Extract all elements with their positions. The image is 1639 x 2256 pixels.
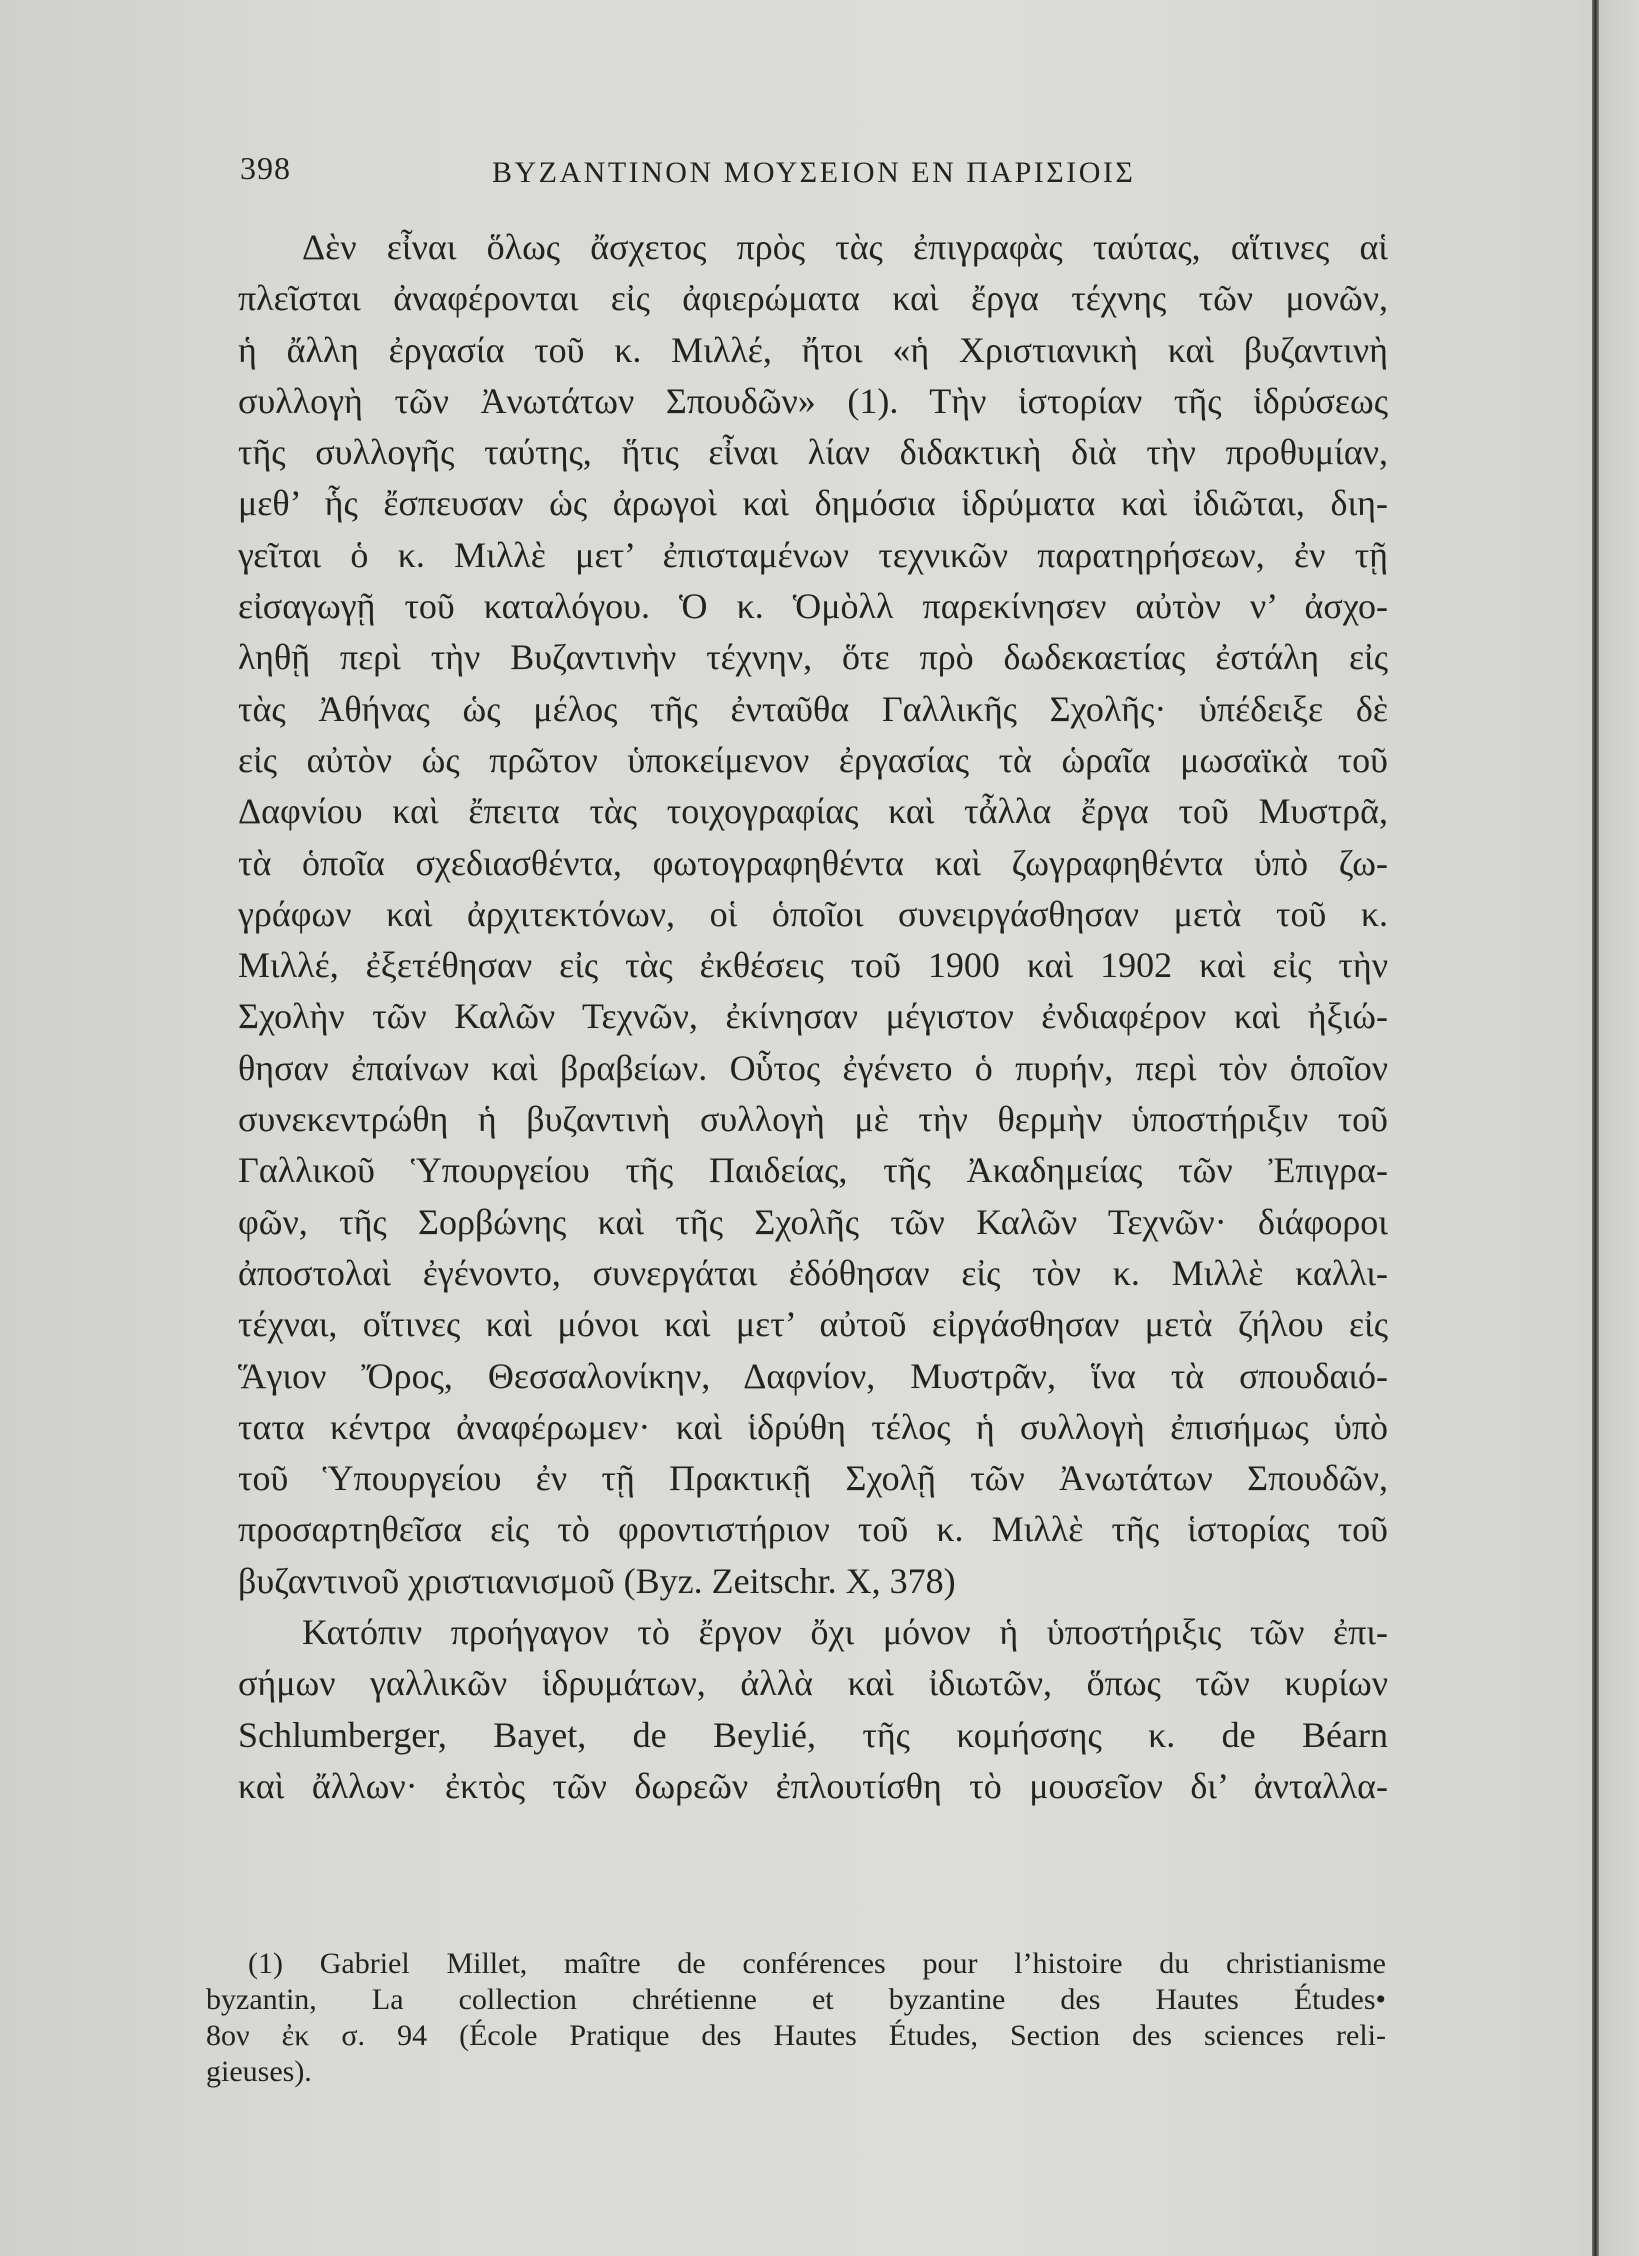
text-line: θησαν ἐπαίνων καὶ βραβείων. Οὗτος ἐγένετο ὁ πυρήν, περὶ τὸν ὁποῖον bbox=[238, 1047, 1388, 1088]
text-line: ἀποστολαὶ ἐγένοντο, συνεργάται ἐδόθησαν εἰς τὸν κ. Μιλλὲ καλλι- bbox=[238, 1252, 1388, 1293]
text-line: τὰς Ἀθήνας ὡς μέλος τῆς ἐνταῦθα Γαλλικῆς Σχολῆς· ὑπέδειξε δὲ bbox=[238, 688, 1388, 729]
text-line: γεῖται ὁ κ. Μιλλὲ μετ’ ἐπισταμένων τεχνικῶν παρατηρήσεων, ἐν τῇ bbox=[238, 534, 1388, 575]
text-line: προσαρτηθεῖσα εἰς τὸ φροντιστήριον τοῦ κ. Μιλλὲ τῆς ἱστορίας τοῦ bbox=[238, 1509, 1388, 1550]
text-line: τοῦ Ὑπουργείου ἐν τῇ Πρακτικῇ Σχολῇ τῶν Ἀνωτάτων Σπουδῶν, bbox=[238, 1458, 1388, 1499]
gutter-shadow bbox=[1599, 0, 1639, 2256]
footnote-line: (1) Gabriel Millet, maître de conférences pour l’histoire du christianisme bbox=[248, 1947, 1386, 1980]
text-line: Δαφνίου καὶ ἔπειτα τὰς τοιχογραφίας καὶ τἆλλα ἔργα τοῦ Μυστρᾶ, bbox=[238, 791, 1388, 832]
running-title: ΒΥΖΑΝΤΙΝΟΝ ΜΟΥΣΕΙΟΝ ΕΝ ΠΑΡΙΣΙΟΙΣ bbox=[492, 156, 1136, 189]
page-header bbox=[240, 150, 1420, 200]
text-line: βυζαντινοῦ χριστιανισμοῦ (Byz. Zeitschr. X, 378) bbox=[238, 1560, 956, 1601]
footnote-line: byzantin, La collection chrétienne et byzantine des Hautes Études• bbox=[206, 1983, 1386, 2016]
text-line: μεθ’ ἧς ἔσπευσαν ὡς ἀρωγοὶ καὶ δημόσια ἱδρύματα καὶ ἰδιῶται, διη- bbox=[238, 483, 1388, 524]
text-line: πλεῖσται ἀναφέρονται εἰς ἀφιερώματα καὶ ἔργα τέχνης τῶν μονῶν, bbox=[238, 278, 1388, 319]
footnotes bbox=[206, 1946, 1386, 2090]
binding-gutter bbox=[1592, 0, 1599, 2256]
text-line: ληθῇ περὶ τὴν Βυζαντινὴν τέχνην, ὅτε πρὸ δωδεκαετίας ἐστάλη εἰς bbox=[238, 637, 1388, 678]
text-line: συλλογὴ τῶν Ἀνωτάτων Σπουδῶν» (1). Τὴν ἱστορίαν τῆς ἱδρύσεως bbox=[238, 380, 1388, 421]
text-line: Κατόπιν προήγαγον τὸ ἔργον ὄχι μόνον ἡ ὑποστήριξις τῶν ἐπι- bbox=[302, 1612, 1388, 1653]
text-line: φῶν, τῆς Σορβώνης καὶ τῆς Σχολῆς τῶν Καλῶν Τεχνῶν· διάφοροι bbox=[238, 1201, 1388, 1242]
footnote-line: gieuses). bbox=[206, 2055, 312, 2088]
text-line: Σχολὴν τῶν Καλῶν Τεχνῶν, ἐκίνησαν μέγιστον ἐνδιαφέρον καὶ ἠξιώ- bbox=[238, 996, 1388, 1037]
text-line: Δὲν εἶναι ὅλως ἄσχετος πρὸς τὰς ἐπιγραφὰς ταύτας, αἵτινες αἱ bbox=[302, 227, 1388, 267]
text-line: Schlumberger, Bayet, de Beylié, τῆς κομήσσης κ. de Béarn bbox=[238, 1714, 1388, 1755]
text-line: γράφων καὶ ἀρχιτεκτόνων, οἱ ὁποῖοι συνειργάσθησαν μετὰ τοῦ κ. bbox=[238, 893, 1388, 934]
text-line: τατα κέντρα ἀναφέρωμεν· καὶ ἱδρύθη τέλος ἡ συλλογὴ ἐπισήμως ὑπὸ bbox=[238, 1406, 1388, 1447]
text-line: Ἅγιον Ὄρος, Θεσσαλονίκην, Δαφνίον, Μυστρᾶν, ἵνα τὰ σπουδαιό- bbox=[238, 1355, 1388, 1396]
page-number: 398 bbox=[240, 150, 291, 186]
text-line: Γαλλικοῦ Ὑπουργείου τῆς Παιδείας, τῆς Ἀκαδημείας τῶν Ἐπιγρα- bbox=[238, 1150, 1388, 1191]
footnote-line: 8ον ἐκ σ. 94 (École Pratique des Hautes Études, Section des sciences reli- bbox=[206, 2019, 1386, 2052]
text-line: συνεκεντρώθη ἡ βυζαντινὴ συλλογὴ μὲ τὴν θερμὴν ὑποστήριξιν τοῦ bbox=[238, 1099, 1388, 1140]
text-line: σήμων γαλλικῶν ἱδρυμάτων, ἀλλὰ καὶ ἰδιωτῶν, ὅπως τῶν κυρίων bbox=[238, 1663, 1388, 1704]
text-line: καὶ ἄλλων· ἐκτὸς τῶν δωρεῶν ἐπλουτίσθη τὸ μουσεῖον δι’ ἀνταλλα- bbox=[238, 1765, 1388, 1806]
text-line: εἰσαγωγῇ τοῦ καταλόγου. Ὁ κ. Ὁμὸλλ παρεκίνησεν αὐτὸν ν’ ἀσχο- bbox=[238, 586, 1388, 627]
text-line: εἰς αὐτὸν ὡς πρῶτον ὑποκείμενον ἐργασίας τὰ ὡραῖα μωσαϊκὰ τοῦ bbox=[238, 739, 1388, 780]
text-line: τῆς συλλογῆς ταύτης, ἥτις εἶναι λίαν διδακτικὴ διὰ τὴν προθυμίαν, bbox=[238, 432, 1388, 473]
text-line: Μιλλέ, ἐξετέθησαν εἰς τὰς ἐκθέσεις τοῦ 1900 καὶ 1902 καὶ εἰς τὴν bbox=[238, 945, 1388, 986]
text-line: τέχναι, οἵτινες καὶ μόνοι καὶ μετ’ αὐτοῦ εἰργάσθησαν μετὰ ζήλου εἰς bbox=[238, 1304, 1388, 1345]
body-text bbox=[238, 222, 1388, 1812]
text-line: τὰ ὁποῖα σχεδιασθέντα, φωτογραφηθέντα καὶ ζωγραφηθέντα ὑπὸ ζω- bbox=[238, 842, 1388, 883]
text-line: ἡ ἄλλη ἐργασία τοῦ κ. Μιλλέ, ἤτοι «ἡ Χριστιανικὴ καὶ βυζαντινὴ bbox=[238, 329, 1388, 370]
